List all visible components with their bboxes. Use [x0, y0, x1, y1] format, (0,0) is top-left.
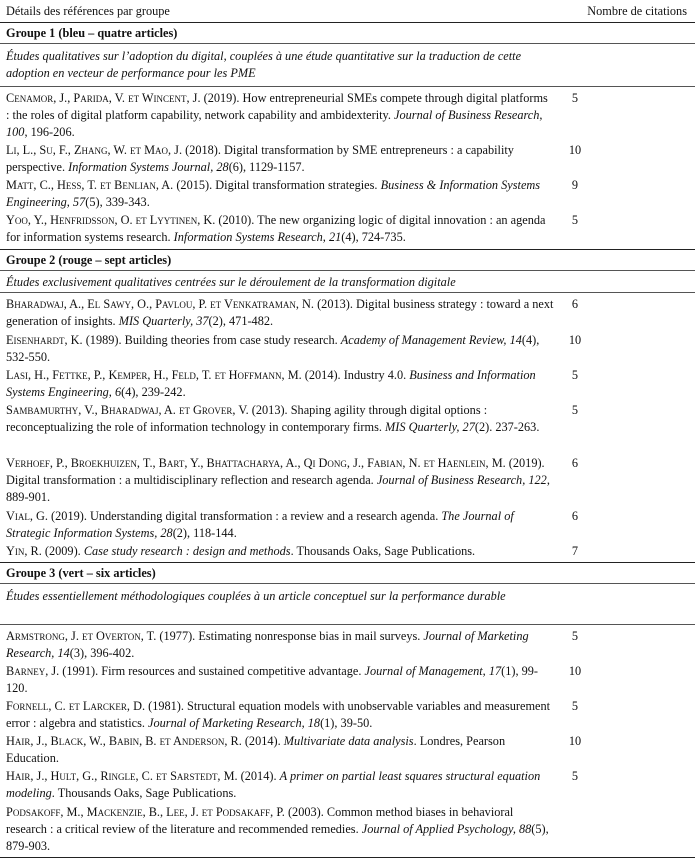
reference-entry — [6, 90, 554, 142]
citation-count: 5 — [571, 699, 579, 713]
reference-tail: (2), 471-482. — [208, 314, 274, 329]
reference-journal: The Journal of Strategic Information Systems, 28 — [6, 509, 514, 541]
citation-count: 7 — [571, 544, 579, 558]
citation-count: 10 — [568, 664, 582, 678]
citation-count: 10 — [568, 734, 582, 748]
reference-journal: Business & Information Systems Engineering, 57 — [6, 178, 541, 210]
reference-journal: Information Systems Research, 21 — [173, 230, 342, 245]
divider — [0, 249, 695, 250]
reference-entry — [6, 296, 554, 330]
divider — [0, 22, 695, 23]
group-subtitle: Études essentiellement méthodologiques couplées à un article conceptuel sur la performance durable — [6, 589, 506, 603]
reference-tail: (2). 237-263. — [474, 420, 540, 435]
reference-authors: Sambamurthy, V., Bharadwaj, A. et Grover, V. — [6, 403, 249, 417]
reference-text: (2010). The new organizing logic of digital innovation : an agenda for information systems research. — [6, 213, 546, 245]
reference-tail: (5), 879-903. — [6, 822, 549, 854]
reference-tail: (4), 532-550. — [6, 333, 540, 365]
reference-journal: Information Systems Journal, 28 — [68, 160, 229, 175]
divider — [0, 562, 695, 563]
reference-entry — [6, 768, 554, 802]
reference-entry — [6, 733, 554, 767]
reference-tail: . Londres, Pearson Education. — [6, 734, 506, 766]
reference-tail: , 196-206. — [24, 125, 75, 140]
reference-journal: A primer on partial least squares structural equation modeling — [6, 769, 541, 801]
reference-entry — [6, 628, 554, 662]
reference-authors: Lasi, H., Fettke, P., Kemper, H., Feld, T. et Hoffmann, M. — [6, 368, 302, 382]
header-label-citations: Nombre de citations — [587, 4, 687, 18]
reference-text: (2013). Digital business strategy : toward a next generation of insights. — [6, 297, 554, 329]
reference-authors: Cenamor, J., Parida, V. et Wincent, J. — [6, 91, 201, 105]
reference-text: (1989). Building theories from case study research. — [82, 333, 341, 347]
reference-entry — [6, 543, 566, 560]
group-title: Groupe 3 (vert – six articles) — [6, 566, 156, 580]
reference-tail: (5), 339-343. — [85, 195, 150, 210]
reference-entry — [6, 177, 554, 211]
reference-tail: (6), 1129-1157. — [228, 160, 305, 175]
reference-journal: MIS Quarterly, 27 — [385, 420, 475, 435]
group-title: Groupe 1 (bleu – quatre articles) — [6, 26, 178, 40]
reference-authors: Podsakoff, M., Mackenzie, B., Lee, J. et Podsakaff, P. — [6, 805, 285, 819]
reference-text: (1977). Estimating nonresponse bias in mail surveys. — [156, 629, 424, 643]
reference-text: (2019). Digital transformation : a multidisciplinary reflection and research agenda. — [6, 456, 545, 488]
reference-authors: Hair, J., Hult, G., Ringle, C. et Sarstedt, M. — [6, 769, 238, 783]
reference-entry — [6, 142, 554, 176]
reference-journal: Journal of Applied Psychology, 88 — [361, 822, 532, 837]
reference-authors: Armstrong, J. et Overton, T. — [6, 629, 157, 643]
group-subtitle: Études exclusivement qualitatives centrées sur le déroulement de la transformation digitale — [6, 275, 456, 289]
citation-count: 9 — [571, 178, 579, 192]
reference-text: (2003). Common method biases in behavioral research : a critical review of the literature and recommended remedies. — [6, 805, 514, 837]
reference-journal: Academy of Management Review, 14 — [340, 333, 522, 347]
reference-tail: (4), 724-735. — [341, 230, 406, 245]
citation-count: 5 — [571, 403, 579, 417]
citation-count: 5 — [571, 769, 579, 783]
reference-authors: Vial, G. — [6, 509, 48, 523]
reference-authors: Matt, C., Hess, T. et Benlian, A. — [6, 178, 174, 192]
group-title: Groupe 2 (rouge – sept articles) — [6, 253, 172, 267]
reference-authors: Eisenhardt, K. — [6, 333, 83, 347]
reference-authors: Barney, J. — [6, 664, 60, 678]
reference-authors: Verhoef, P., Broekhuizen, T., Bart, Y., Bhattacharya, A., Qi Dong, J., Fabian, N. et Haenlein, M. — [6, 456, 506, 470]
reference-journal: Journal of Management, 17 — [364, 664, 502, 678]
citation-count: 10 — [568, 333, 582, 347]
reference-text: (2014). Industry 4.0. — [301, 368, 410, 382]
divider — [0, 86, 695, 87]
citation-count: 10 — [568, 143, 582, 157]
citation-count: 6 — [571, 509, 579, 523]
reference-authors: Yin, R. — [6, 544, 42, 558]
reference-text: (2019). How entrepreneurial SMEs compete through digital platforms : the roles of digital platform capability, network capability and ambidexterity. — [6, 91, 548, 123]
reference-authors: Fornell, C. et Larcker, D. — [6, 699, 146, 713]
divider — [0, 270, 695, 271]
group-subtitle: Études qualitatives sur l’adoption du digital, couplées à une étude quantitative sur la traduction de cette adoption en vecteur de performance pour les PME — [6, 49, 522, 81]
citation-count: 6 — [571, 456, 579, 470]
citation-count: 5 — [571, 368, 579, 382]
reference-journal: Journal of Business Research, 122 — [376, 473, 547, 488]
reference-authors: Bharadwaj, A., El Sawy, O., Pavlou, P. et Venkatraman, N. — [6, 297, 314, 311]
reference-tail: (1), 99-120. — [6, 664, 539, 696]
reference-authors: Li, L., Su, F., Zhang, W. et Mao, J. — [6, 143, 183, 157]
reference-authors: Hair, J., Black, W., Babin, B. et Anderson, R. — [6, 734, 242, 748]
reference-entry — [6, 663, 554, 697]
table-header — [0, 0, 695, 22]
citation-count: 5 — [571, 91, 579, 105]
reference-authors: Yoo, Y., Henfridsson, O. et Lyytinen, K. — [6, 213, 216, 227]
reference-entry — [6, 402, 554, 436]
reference-text: (2019). Understanding digital transformation : a review and a research agenda. — [47, 509, 442, 523]
reference-journal: Journal of Marketing Research, 14 — [6, 629, 529, 661]
reference-entry — [6, 698, 554, 732]
reference-text: (2014). — [241, 734, 284, 748]
divider — [0, 624, 695, 625]
reference-journal: Journal of Marketing Research, 18 — [148, 716, 321, 731]
reference-entry — [6, 367, 554, 401]
divider — [0, 43, 695, 44]
reference-entry — [6, 804, 554, 856]
reference-text: (1991). Firm resources and sustained competitive advantage. — [59, 664, 365, 678]
divider — [0, 583, 695, 584]
divider — [0, 292, 695, 293]
reference-entry — [6, 212, 554, 246]
reference-journal: Journal of Business Research, 100 — [6, 108, 543, 140]
reference-text: (2014). — [237, 769, 280, 783]
reference-journal: Business and Information Systems Engineering, 6 — [6, 368, 536, 400]
reference-text: (2015). Digital transformation strategies. — [173, 178, 381, 192]
reference-entry — [6, 508, 554, 542]
reference-journal: Case study research : design and methods — [83, 544, 291, 558]
reference-text: (2009). — [41, 544, 84, 558]
reference-text: (2013). Shaping agility through digital options : reconceptualizing the role of information technology in contemporary firms. — [6, 403, 488, 435]
reference-tail: . Thousands Oaks, Sage Publications. — [51, 786, 237, 801]
reference-tail: (4), 239-242. — [121, 385, 186, 400]
reference-text: (1981). Structural equation models with unobservable variables and measurement error : algebra and statistics. — [6, 699, 551, 731]
reference-entry — [6, 332, 554, 366]
reference-tail: (3), 396-402. — [69, 646, 135, 661]
citation-count: 6 — [571, 297, 579, 311]
header-label-details: Détails des références par groupe — [6, 4, 170, 18]
reference-entry — [6, 455, 554, 507]
citation-count: 5 — [571, 213, 579, 227]
reference-tail: (2), 118-144. — [172, 526, 237, 541]
reference-journal: MIS Quarterly, 37 — [118, 314, 209, 329]
reference-journal: Multivariate data analysis — [283, 734, 414, 748]
reference-tail: (1), 39-50. — [320, 716, 373, 731]
citation-count: 5 — [571, 629, 579, 643]
reference-tail: . Thousands Oaks, Sage Publications. — [290, 544, 476, 558]
reference-tail: , 889-901. — [6, 473, 550, 505]
reference-text: (2018). Digital transformation by SME entrepreneurs : a capability perspective. — [6, 143, 514, 175]
